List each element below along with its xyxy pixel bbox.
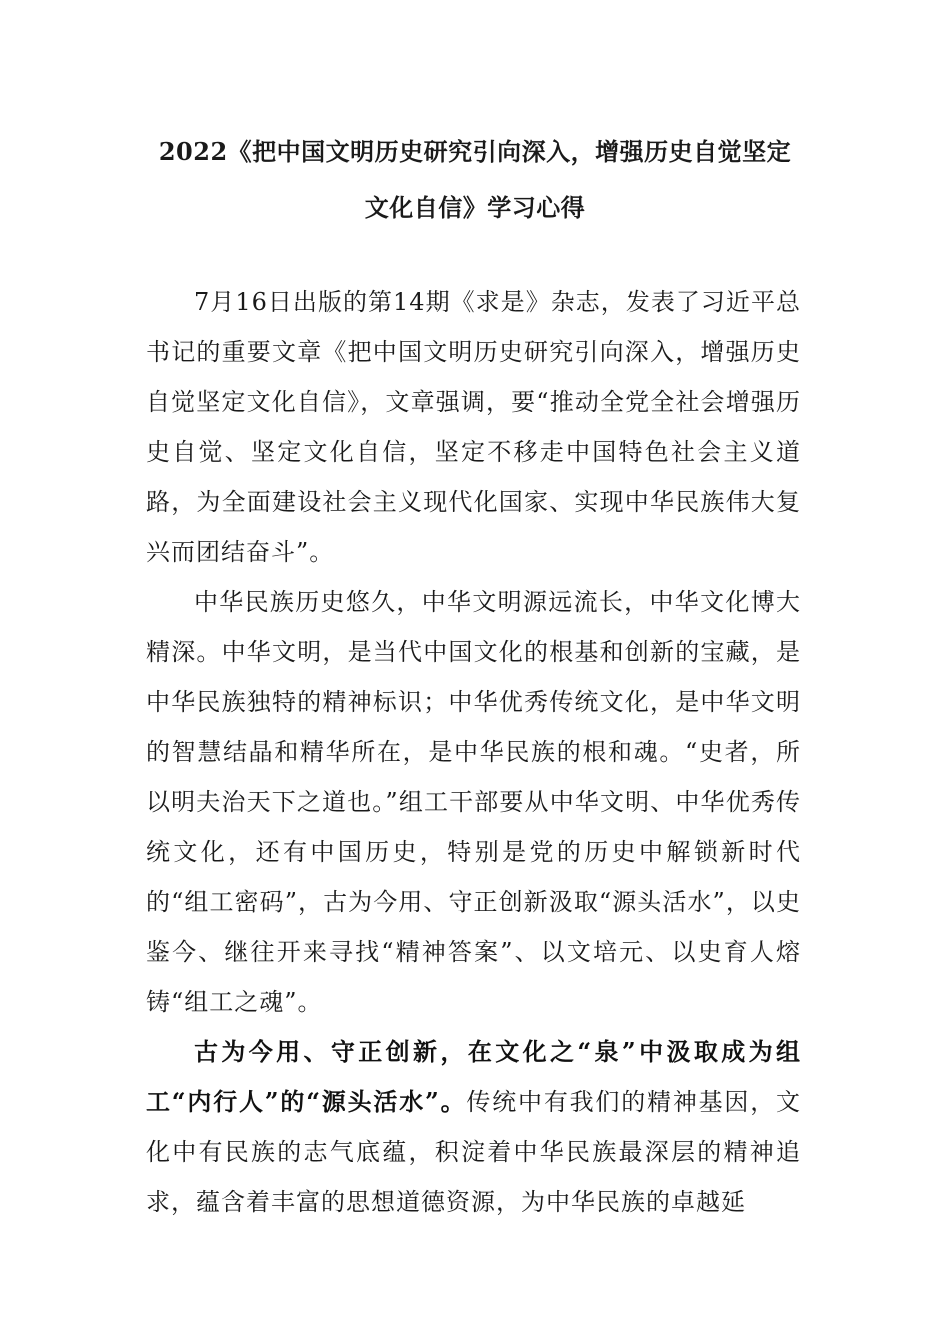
document-title bbox=[120, 124, 830, 236]
paragraph-2-text: 中华民族历史悠久，中华文明源远流长，中华文化博大精深。中华文明，是当代中国文化的根基和创新的宝藏，是中华民族独特的精神标识；中华优秀传统文化，是中华文明的智慧结晶和精华所在，是中华民族的根和魂。“史者，所以明夫治天下之道也。”组工干部要从中华文明、中华优秀传统文化，还有中国历史，特别是党的历史中解锁新时代的“组工密码”，古为今用、守正创新汲取“源头活水”，以史鉴今、继往开来寻找“精神答案”、以文培元、以史育人熔铸“组工之魂”。 bbox=[146, 588, 801, 1016]
paragraph-1 bbox=[146, 277, 801, 577]
paragraph-1-text: 7月16日出版的第14期《求是》杂志，发表了习近平总书记的重要文章《把中国文明历史研究引向深入，增强历史自觉坚定文化自信》，文章强调，要“推动全党全社会增强历史自觉、坚定文化自信，坚定不移走中国特色社会主义道路，为全面建设社会主义现代化国家、实现中华民族伟大复兴而团结奋斗”。 bbox=[146, 288, 801, 566]
paragraph-3-bold-lead: 古为今用、守正创新，在文化之“泉”中汲取成为组工“内行人”的“源头活水”。 bbox=[146, 1037, 801, 1116]
paragraph-2 bbox=[146, 577, 801, 1027]
title-line-1: 2022《把中国文明历史研究引向深入，增强历史自觉坚定 bbox=[158, 137, 792, 166]
paragraph-3-text: 传统中有我们的精神基因，文化中有民族的志气底蕴，积淀着中华民族最深层的精神追求，蕴含着丰富的思想道德资源，为中华民族的卓越延 bbox=[146, 1088, 802, 1216]
paragraph-3 bbox=[146, 1027, 801, 1227]
document-body bbox=[146, 277, 801, 1227]
title-line-2: 文化自信》学习心得 bbox=[364, 193, 586, 222]
